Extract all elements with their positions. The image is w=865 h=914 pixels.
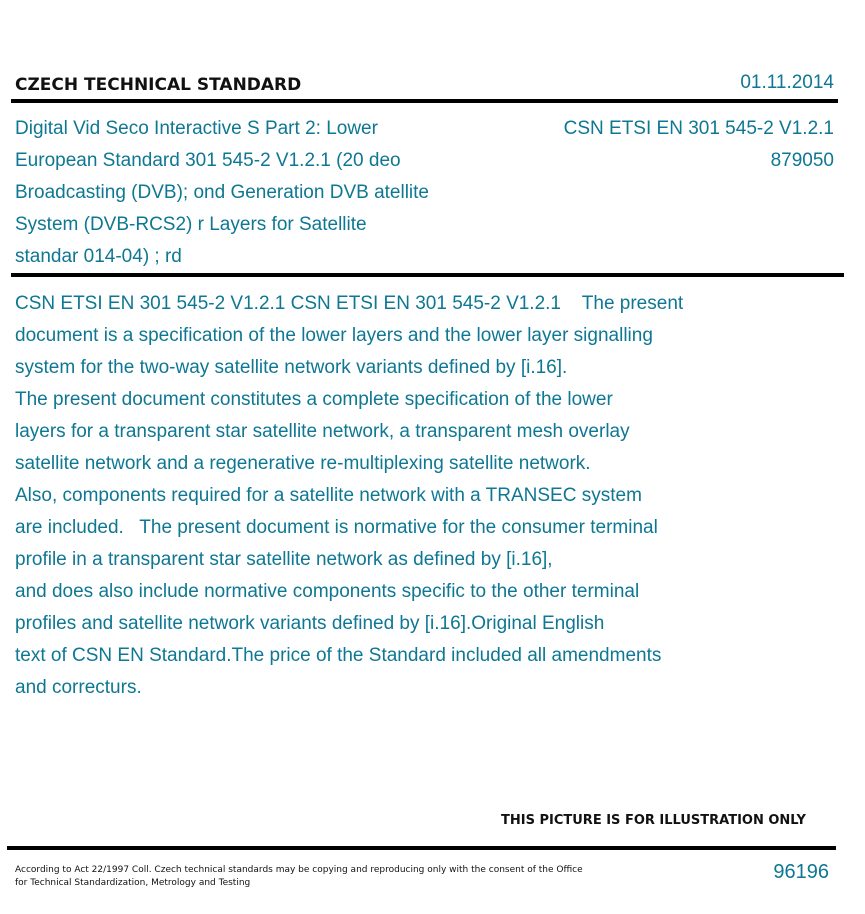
title-line: Digital Vid Seco Interactive S Part 2: Lower: [15, 118, 378, 139]
description-line: satellite network and a regenerative re-multiplexing satellite network.: [15, 453, 591, 474]
footer-legal-text: [15, 864, 583, 890]
description-line: CSN ETSI EN 301 545-2 V1.2.1 CSN ETSI EN 301 545-2 V1.2.1 The present: [15, 293, 684, 314]
footer-number: 96196: [773, 861, 829, 883]
document-date: 01.11.2014: [740, 72, 834, 93]
title-line: Broadcasting (DVB); ond Generation DVB atellite: [15, 182, 429, 203]
legal-line: According to Act 22/1997 Coll. Czech technical standards may be copying and reproducing only with the consent of the Office: [15, 865, 583, 875]
description-line: and correcturs.: [15, 677, 142, 698]
title-line: System (DVB-RCS2) r Layers for Satellite: [15, 214, 367, 235]
standard-title: [15, 113, 505, 273]
description-line: profiles and satellite network variants defined by [i.16].Original English: [15, 613, 605, 634]
description-line: system for the two-way satellite network variants defined by [i.16].: [15, 357, 568, 378]
description-line: profile in a transparent star satellite network as defined by [i.16],: [15, 549, 553, 570]
standard-reference: [564, 113, 834, 177]
title-divider: [11, 273, 844, 277]
illustration-note: THIS PICTURE IS FOR ILLUSTRATION ONLY: [501, 813, 806, 828]
header-divider: [11, 99, 838, 103]
description-line: Also, components required for a satellite network with a TRANSEC system: [15, 485, 642, 506]
description-line: The present document constitutes a complete specification of the lower: [15, 389, 613, 410]
catalog-number: 879050: [770, 150, 834, 171]
legal-line: for Technical Standardization, Metrology and Testing: [15, 878, 251, 888]
title-line: standar 014-04) ; rd: [15, 246, 182, 267]
description-line: layers for a transparent star satellite network, a transparent mesh overlay: [15, 421, 630, 442]
document-header-title: CZECH TECHNICAL STANDARD: [15, 75, 302, 95]
description-line: text of CSN EN Standard.The price of the Standard included all amendments: [15, 645, 662, 666]
description-line: are included. The present document is normative for the consumer terminal: [15, 517, 658, 538]
description-line: document is a specification of the lower layers and the lower layer signalling: [15, 325, 653, 346]
standard-description: [15, 288, 815, 704]
footer-divider: [7, 846, 836, 850]
standard-code: CSN ETSI EN 301 545-2 V1.2.1: [563, 118, 834, 139]
title-line: European Standard 301 545-2 V1.2.1 (20 deo: [15, 150, 401, 171]
description-line: and does also include normative components specific to the other terminal: [15, 581, 640, 602]
